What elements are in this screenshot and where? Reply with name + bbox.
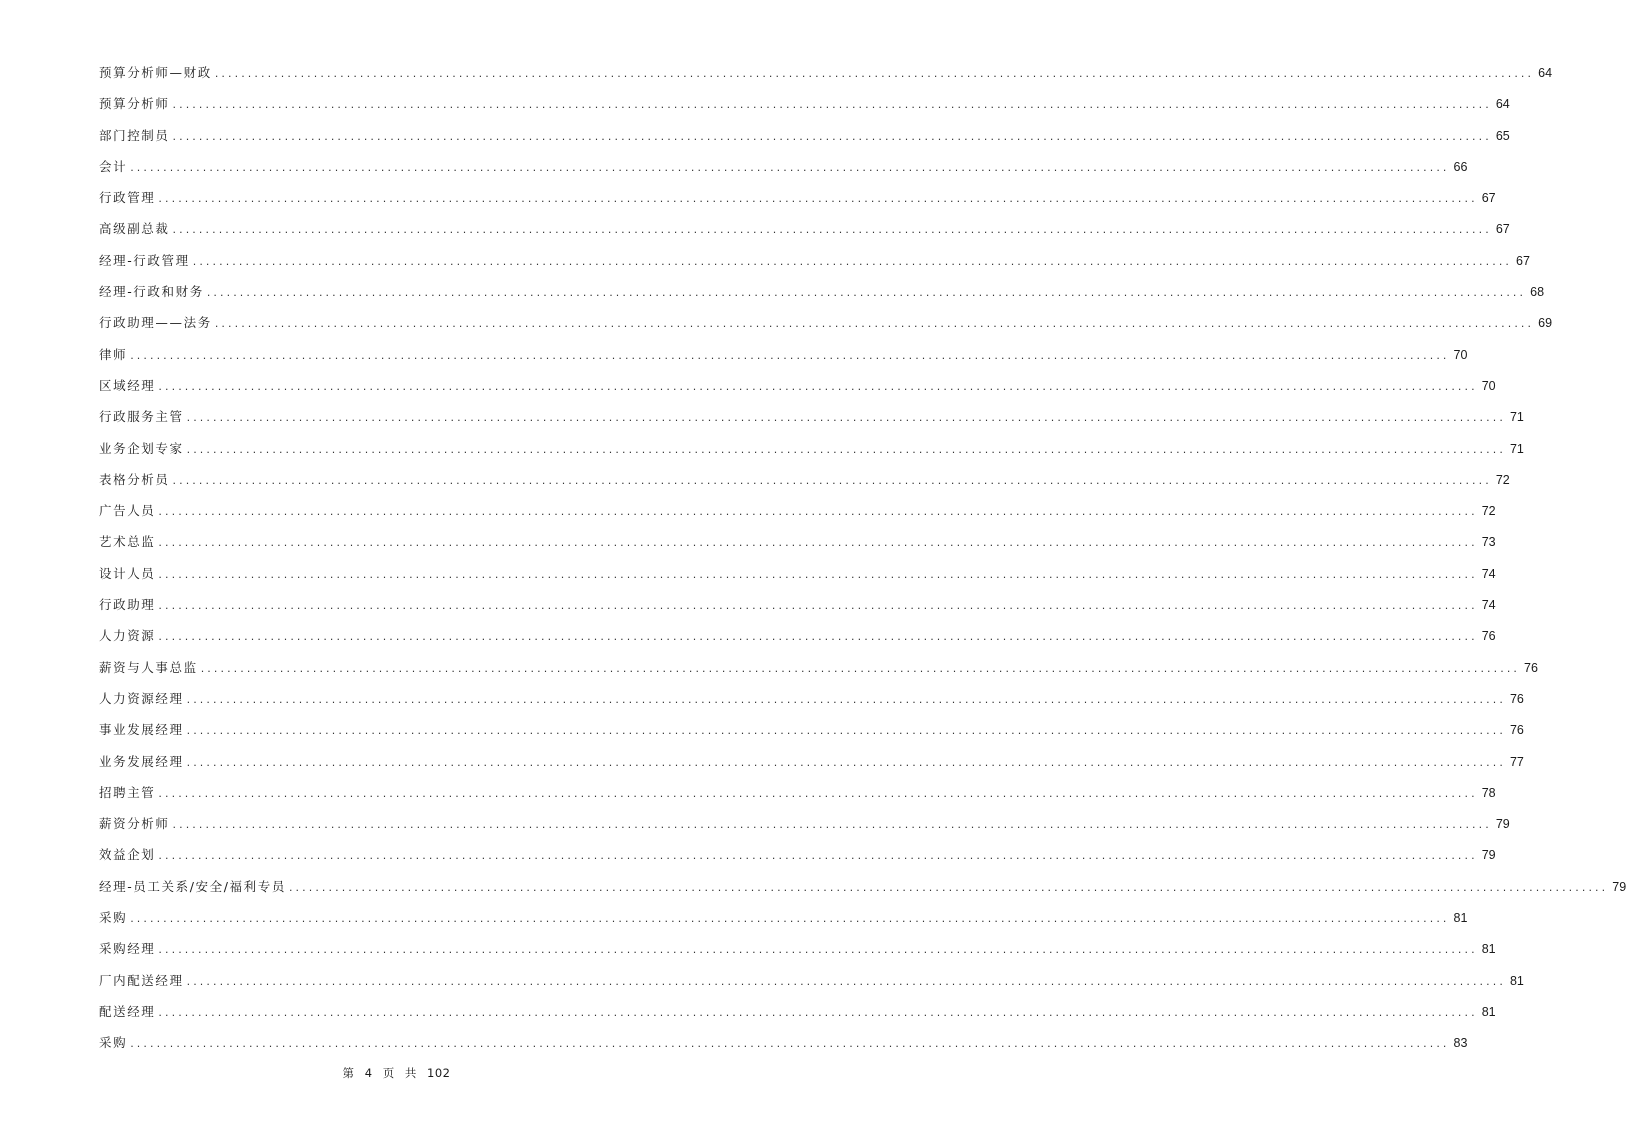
toc-dot-leader: ........................................................................................................................................................................................................ bbox=[158, 1005, 1478, 1019]
toc-entry-page-number: 74 bbox=[1481, 598, 1496, 613]
toc-dot-leader: ........................................................................................................................................................................................................ bbox=[288, 880, 1609, 894]
toc-entry[interactable] bbox=[99, 687, 1524, 718]
toc-dot-leader: ........................................................................................................................................................................................................ bbox=[172, 223, 1492, 237]
toc-entry-title: 区域经理 bbox=[99, 377, 156, 393]
toc-dot-leader: ........................................................................................................................................................................................................ bbox=[200, 661, 1521, 675]
toc-entry[interactable] bbox=[99, 718, 1524, 749]
toc-entry-title: 高级副总裁 bbox=[99, 221, 170, 237]
toc-entry[interactable] bbox=[99, 92, 1510, 123]
toc-entry-title: 行政服务主管 bbox=[99, 409, 184, 425]
toc-dot-leader: ........................................................................................................................................................................................................ bbox=[158, 599, 1478, 613]
toc-entry-page-number: 79 bbox=[1612, 879, 1626, 894]
toc-dot-leader: ........................................................................................................................................................................................................ bbox=[186, 724, 1506, 738]
toc-entry[interactable] bbox=[99, 593, 1496, 624]
toc-entry-title: 人力资源经理 bbox=[99, 690, 184, 706]
toc-dot-leader: ........................................................................................................................................................................................................ bbox=[158, 536, 1478, 550]
toc-dot-leader: ........................................................................................................................................................................................................ bbox=[206, 286, 1527, 300]
toc-entry[interactable] bbox=[99, 280, 1545, 311]
toc-entry[interactable] bbox=[99, 750, 1524, 781]
toc-dot-leader: ........................................................................................................................................................................................................ bbox=[172, 129, 1492, 143]
toc-entry[interactable] bbox=[99, 624, 1496, 655]
toc-entry-page-number: 65 bbox=[1495, 128, 1510, 143]
toc-entry-page-number: 71 bbox=[1509, 441, 1524, 456]
toc-entry-page-number: 70 bbox=[1481, 378, 1496, 393]
toc-entry-title: 行政助理——法务 bbox=[99, 315, 212, 331]
toc-entry[interactable] bbox=[99, 937, 1496, 968]
toc-entry[interactable] bbox=[99, 343, 1468, 374]
toc-dot-leader: ........................................................................................................................................................................................................ bbox=[158, 943, 1478, 957]
toc-entry-title: 表格分析员 bbox=[99, 471, 170, 487]
footer-current-page: 4 bbox=[364, 1066, 373, 1080]
toc-dot-leader: ........................................................................................................................................................................................................ bbox=[130, 1037, 1450, 1051]
toc-entry[interactable] bbox=[99, 61, 1553, 92]
toc-entry[interactable] bbox=[99, 499, 1496, 530]
toc-dot-leader: ........................................................................................................................................................................................................ bbox=[172, 473, 1492, 487]
toc-entry[interactable] bbox=[99, 217, 1510, 248]
toc-entry-page-number: 66 bbox=[1453, 159, 1468, 174]
toc-dot-leader: ........................................................................................................................................................................................................ bbox=[158, 630, 1478, 644]
footer-page-word: 页 bbox=[382, 1066, 395, 1080]
toc-dot-leader: ........................................................................................................................................................................................................ bbox=[158, 192, 1478, 206]
toc-entry[interactable] bbox=[99, 530, 1496, 561]
toc-entry-page-number: 81 bbox=[1453, 911, 1468, 926]
toc-entry[interactable] bbox=[99, 781, 1496, 812]
toc-entry-page-number: 81 bbox=[1481, 942, 1496, 957]
toc-entry-page-number: 64 bbox=[1538, 66, 1553, 80]
toc-entry-page-number: 67 bbox=[1495, 222, 1510, 237]
toc-entry-page-number: 67 bbox=[1516, 253, 1530, 268]
toc-dot-leader: ........................................................................................................................................................................................................ bbox=[130, 912, 1450, 926]
toc-entry-page-number: 76 bbox=[1509, 691, 1524, 706]
toc-entry-title: 预算分析师 bbox=[99, 96, 170, 112]
footer-total-label: 共 bbox=[404, 1066, 417, 1080]
footer-prefix: 第 bbox=[342, 1066, 355, 1080]
toc-entry-title: 业务发展经理 bbox=[99, 753, 184, 769]
toc-entry[interactable] bbox=[99, 437, 1524, 468]
toc-entry-title: 经理-行政和财务 bbox=[99, 284, 204, 300]
toc-entry[interactable] bbox=[99, 875, 1626, 906]
toc-entry-page-number: 79 bbox=[1495, 817, 1510, 832]
toc-entry-page-number: 72 bbox=[1481, 504, 1496, 519]
toc-dot-leader: ........................................................................................................................................................................................................ bbox=[214, 67, 1535, 80]
toc-dot-leader: ........................................................................................................................................................................................................ bbox=[214, 317, 1535, 331]
toc-entry-page-number: 81 bbox=[1509, 973, 1524, 988]
toc-entry[interactable] bbox=[99, 155, 1468, 186]
toc-entry-page-number: 70 bbox=[1453, 347, 1468, 362]
toc-entry-page-number: 74 bbox=[1481, 566, 1496, 581]
toc-entry[interactable] bbox=[99, 405, 1524, 436]
toc-entry-title: 事业发展经理 bbox=[99, 722, 184, 738]
toc-entry-title: 行政助理 bbox=[99, 597, 156, 613]
toc-dot-leader: ........................................................................................................................................................................................................ bbox=[172, 98, 1492, 112]
toc-entry[interactable] bbox=[99, 374, 1496, 405]
toc-entry-title: 艺术总监 bbox=[99, 534, 156, 550]
toc-dot-leader: ........................................................................................................................................................................................................ bbox=[130, 348, 1450, 362]
toc-entry[interactable] bbox=[99, 468, 1510, 499]
toc-entry-title: 经理-行政管理 bbox=[99, 252, 190, 268]
footer-total-pages: 102 bbox=[427, 1066, 451, 1080]
toc-entry-title: 业务企划专家 bbox=[99, 440, 184, 456]
toc-entry-title: 招聘主管 bbox=[99, 784, 156, 800]
toc-dot-leader: ........................................................................................................................................................................................................ bbox=[186, 442, 1506, 456]
toc-entry-page-number: 77 bbox=[1509, 754, 1524, 769]
toc-dot-leader: ........................................................................................................................................................................................................ bbox=[192, 254, 1513, 268]
toc-dot-leader: ........................................................................................................................................................................................................ bbox=[158, 505, 1478, 519]
toc-entry-page-number: 73 bbox=[1481, 535, 1496, 550]
toc-entry-title: 广告人员 bbox=[99, 503, 156, 519]
toc-entry-title: 采购 bbox=[99, 1035, 128, 1051]
toc-entry-title: 薪资分析师 bbox=[99, 816, 170, 832]
toc-entry-title: 经理-员工关系/安全/福利专员 bbox=[99, 878, 286, 894]
toc-entry[interactable] bbox=[99, 124, 1510, 155]
toc-dot-leader: ........................................................................................................................................................................................................ bbox=[186, 692, 1506, 706]
toc-entry[interactable] bbox=[99, 843, 1496, 874]
toc-entry-page-number: 76 bbox=[1481, 629, 1496, 644]
toc-entry-title: 律师 bbox=[99, 346, 128, 362]
toc-entry-page-number: 72 bbox=[1495, 472, 1510, 487]
toc-dot-leader: ........................................................................................................................................................................................................ bbox=[186, 755, 1506, 769]
toc-entry[interactable] bbox=[99, 906, 1468, 937]
toc-entry-title: 部门控制员 bbox=[99, 127, 170, 143]
toc-entry-title: 采购 bbox=[99, 910, 128, 926]
table-of-contents bbox=[99, 61, 1626, 1063]
toc-entry-title: 厂内配送经理 bbox=[99, 972, 184, 988]
toc-dot-leader: ........................................................................................................................................................................................................ bbox=[158, 786, 1478, 800]
toc-entry-page-number: 67 bbox=[1481, 191, 1496, 206]
toc-entry[interactable] bbox=[99, 562, 1496, 593]
toc-entry-title: 行政管理 bbox=[99, 190, 156, 206]
toc-entry-title: 设计人员 bbox=[99, 565, 156, 581]
toc-entry[interactable] bbox=[99, 1000, 1496, 1031]
toc-entry-page-number: 71 bbox=[1509, 410, 1524, 425]
toc-dot-leader: ........................................................................................................................................................................................................ bbox=[186, 411, 1506, 425]
toc-entry[interactable] bbox=[99, 249, 1530, 280]
toc-entry-page-number: 81 bbox=[1481, 1004, 1496, 1019]
toc-entry-title: 预算分析师—财政 bbox=[99, 65, 212, 80]
toc-entry-page-number: 64 bbox=[1495, 97, 1510, 112]
toc-entry-title: 配送经理 bbox=[99, 1003, 156, 1019]
toc-entry-title: 采购经理 bbox=[99, 941, 156, 957]
toc-dot-leader: ........................................................................................................................................................................................................ bbox=[186, 974, 1506, 988]
toc-entry-page-number: 76 bbox=[1524, 660, 1538, 675]
toc-entry-page-number: 79 bbox=[1481, 848, 1496, 863]
toc-entry[interactable] bbox=[99, 311, 1553, 342]
page-footer bbox=[0, 1065, 793, 1081]
toc-entry[interactable] bbox=[99, 812, 1510, 843]
toc-entry[interactable] bbox=[99, 656, 1538, 687]
toc-entry-title: 会计 bbox=[99, 158, 128, 174]
toc-dot-leader: ........................................................................................................................................................................................................ bbox=[158, 849, 1478, 863]
toc-dot-leader: ........................................................................................................................................................................................................ bbox=[130, 160, 1450, 174]
toc-entry-title: 薪资与人事总监 bbox=[99, 659, 198, 675]
toc-entry-title: 效益企划 bbox=[99, 847, 156, 863]
toc-entry-page-number: 76 bbox=[1509, 723, 1524, 738]
toc-entry-page-number: 69 bbox=[1538, 316, 1553, 331]
toc-dot-leader: ........................................................................................................................................................................................................ bbox=[172, 818, 1492, 832]
toc-entry-page-number: 78 bbox=[1481, 785, 1496, 800]
toc-entry-page-number: 83 bbox=[1453, 1036, 1468, 1051]
toc-entry[interactable] bbox=[99, 186, 1496, 217]
toc-entry[interactable] bbox=[99, 1031, 1468, 1062]
toc-entry-title: 人力资源 bbox=[99, 628, 156, 644]
toc-entry[interactable] bbox=[99, 969, 1524, 1000]
toc-entry-page-number: 68 bbox=[1530, 285, 1545, 300]
toc-dot-leader: ........................................................................................................................................................................................................ bbox=[158, 379, 1478, 393]
toc-dot-leader: ........................................................................................................................................................................................................ bbox=[158, 567, 1478, 581]
